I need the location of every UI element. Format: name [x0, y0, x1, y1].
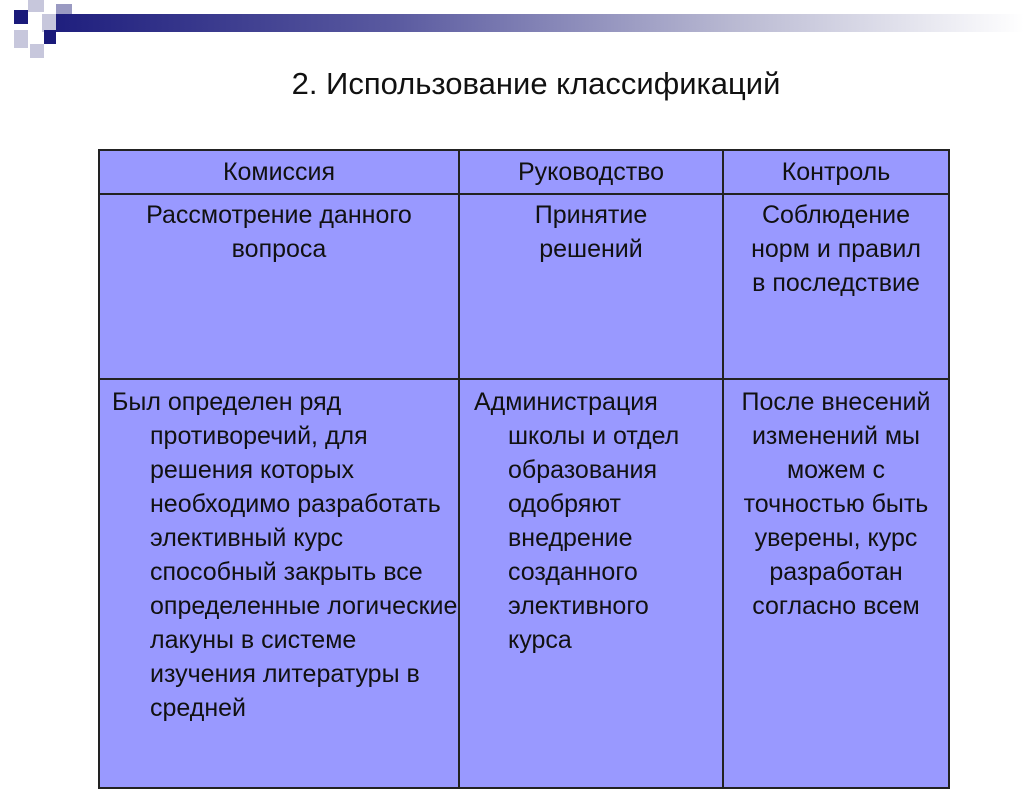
- decor-square-4: [56, 4, 72, 14]
- header-cell-commission: Комиссия: [99, 150, 459, 194]
- header-gradient-bar: [56, 14, 1024, 32]
- table-header-row: [99, 150, 949, 194]
- cell-text: Рассмотрение данного вопроса: [146, 201, 412, 263]
- table-cell: [723, 194, 949, 379]
- cell-text: Соблюдение норм и правил в последствие: [751, 201, 921, 297]
- table-cell: [459, 379, 723, 788]
- cell-text: После внесений изменений мы можем с точностью быть уверены, курс разработан согласно всем: [741, 388, 931, 620]
- cell-text: Был определен ряд противоречий, для решения которых необходимо разработать элективный курс способный закрыть все определенные логические лакуны в системе изучения литературы в средней: [112, 388, 458, 722]
- cell-text: Администрация школы и отдел образования одобряют внедрение созданного элективного курса: [474, 388, 680, 654]
- table-cell: [459, 194, 723, 379]
- decor-square-6: [30, 44, 44, 58]
- decor-square-5: [14, 30, 28, 48]
- decor-square-7: [44, 30, 56, 44]
- header-cell-control: Контроль: [723, 150, 949, 194]
- table-cell: [99, 194, 459, 379]
- table-row: [99, 379, 949, 788]
- cell-text: Принятие решений: [534, 201, 648, 263]
- table-cell: [99, 379, 459, 788]
- slide-title: 2. Использование классификаций: [291, 66, 781, 101]
- table-cell: [723, 379, 949, 788]
- decor-square-2: [28, 0, 44, 12]
- table-row: [99, 194, 949, 379]
- header-cell-management: Руководство: [459, 150, 723, 194]
- classification-table: [98, 149, 950, 789]
- decor-square-1: [14, 10, 28, 24]
